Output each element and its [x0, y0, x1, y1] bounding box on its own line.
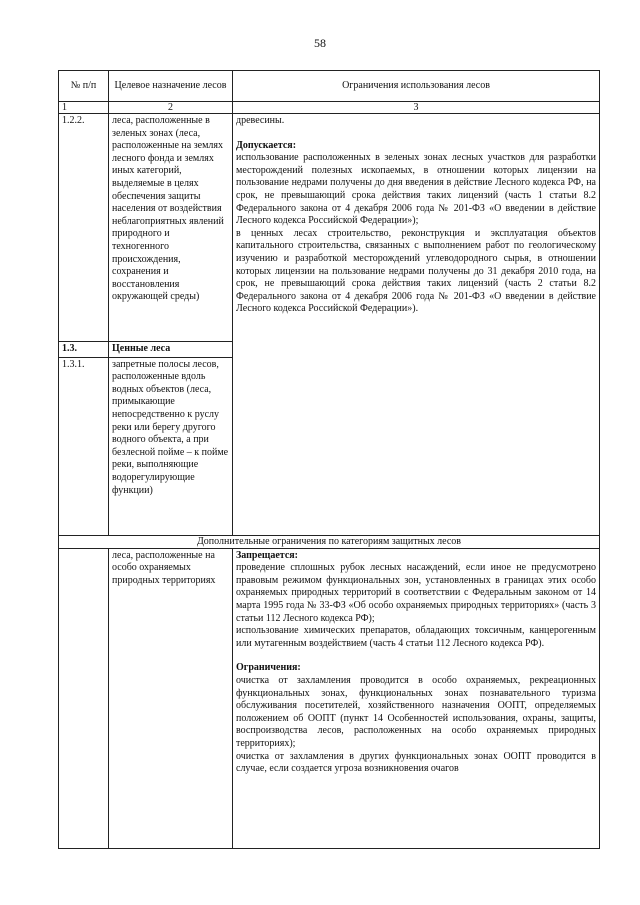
prohibited-title: Запрещается: [236, 549, 299, 561]
allowed-title: Допускается: [236, 139, 297, 151]
limits-paragraph-2: очистка от захламления в других функциональных зонах ООПТ проводится в случае, если создается угроза возникновения очагов [236, 750, 596, 775]
header-restrictions: Ограничения использования лесов [233, 71, 600, 102]
allowed-paragraph-1: использование расположенных в зеленых зонах лесных участков для разработки месторождений полезных ископаемых, в отношении которых лицензии на пользование недрами получены до дня введения в действие Лесного кодекса РФ, на срок, не превышающий срока действия таких лицензий (часть 1 статьи 8.2 Федерального закона от 4 декабря 2006 года № 201-ФЗ «О введении в действие Лесного кодекса Российской Федерации»); [236, 152, 596, 227]
row-purpose: леса, расположенные на особо охраняемых природных территориях [109, 548, 233, 848]
table-row [59, 114, 600, 342]
header-purpose: Целевое назначение лесов [109, 71, 233, 102]
row-purpose: леса, расположенные в зеленых зонах (леса, расположенные на землях лесного фонда и землях иных категорий, выделяемые в целях обеспечения защиты населения от воздействия неблагоприятных явлений природного и техногенного происхождения, сохранения и восстановления окружающей среды) [109, 114, 233, 342]
row-purpose: Ценные леса [109, 342, 233, 358]
index-cell-2: 2 [109, 102, 233, 114]
row-purpose: запретные полосы лесов, расположенные вдоль водных объектов (леса, примыкающие непосредственно к руслу реки или берегу другого водного объекта, а при безлесной пойме – к пойме реки, выполняющие водорегулирующие функции) [109, 357, 233, 535]
table-row [59, 548, 600, 848]
index-cell-3: 3 [233, 102, 600, 114]
section-header: Дополнительные ограничения по категориям защитных лесов [59, 535, 600, 548]
row-number: 1.2.2. [59, 114, 109, 342]
row-number: 1.3.1. [59, 357, 109, 535]
row-restrictions [233, 548, 600, 848]
table-index-row [59, 102, 600, 114]
limits-paragraph-1: очистка от захламления проводится в особо охраняемых, рекреационных функциональных зонах, функциональных зонах познавательного туризма обслуживания посетителей, хозяйственного назначения ООПТ, определяемых положением об ООПТ (пункт 14 Особенностей использования, охраны, защиты, воспроизводства лесов, расположенных на особо охраняемых природных территориях); [236, 674, 596, 749]
header-number: № п/п [59, 71, 109, 102]
row-number [59, 548, 109, 848]
section-header-row [59, 535, 600, 548]
table-header-row [59, 71, 600, 102]
forest-restrictions-table [58, 70, 600, 849]
row-number: 1.3. [59, 342, 109, 358]
row-restrictions [233, 114, 600, 536]
index-cell-1: 1 [59, 102, 109, 114]
limits-title: Ограничения: [236, 662, 301, 674]
prohibited-paragraph-1: проведение сплошных рубок лесных насаждений, если иное не предусмотрено правовым режимом функциональных зон, установленных в границах этих особо охраняемых природных территорий в соответствии с Федеральным законом от 14 марта 1995 года № 33-ФЗ «Об особо охраняемых природных территориях» (часть 3 статьи 112 Лесного кодекса РФ); [236, 562, 596, 624]
restriction-continuation: древесины. [236, 115, 285, 126]
prohibited-paragraph-2: использование химических препаратов, обладающих токсичным, канцерогенным или мутагенным воздействием (часть 4 статьи 112 Лесного кодекса РФ). [236, 625, 596, 649]
allowed-paragraph-2: в ценных лесах строительство, реконструкция и эксплуатация объектов капитального строительства, связанных с выполнением работ по геологическому изучению и разработкой месторождений углеводородного сырья, в отношении которых лицензии на пользование недрами получены до 31 декабря 2010 года, на срок, не превышающий срока действия таких лицензий (часть 2 статьи 8.2 Федерального закона от 4 декабря 2006 года № 201-ФЗ «О введении в действие Лесного кодекса Российской Федерации»). [236, 227, 596, 315]
page-number: 58 [314, 36, 326, 50]
